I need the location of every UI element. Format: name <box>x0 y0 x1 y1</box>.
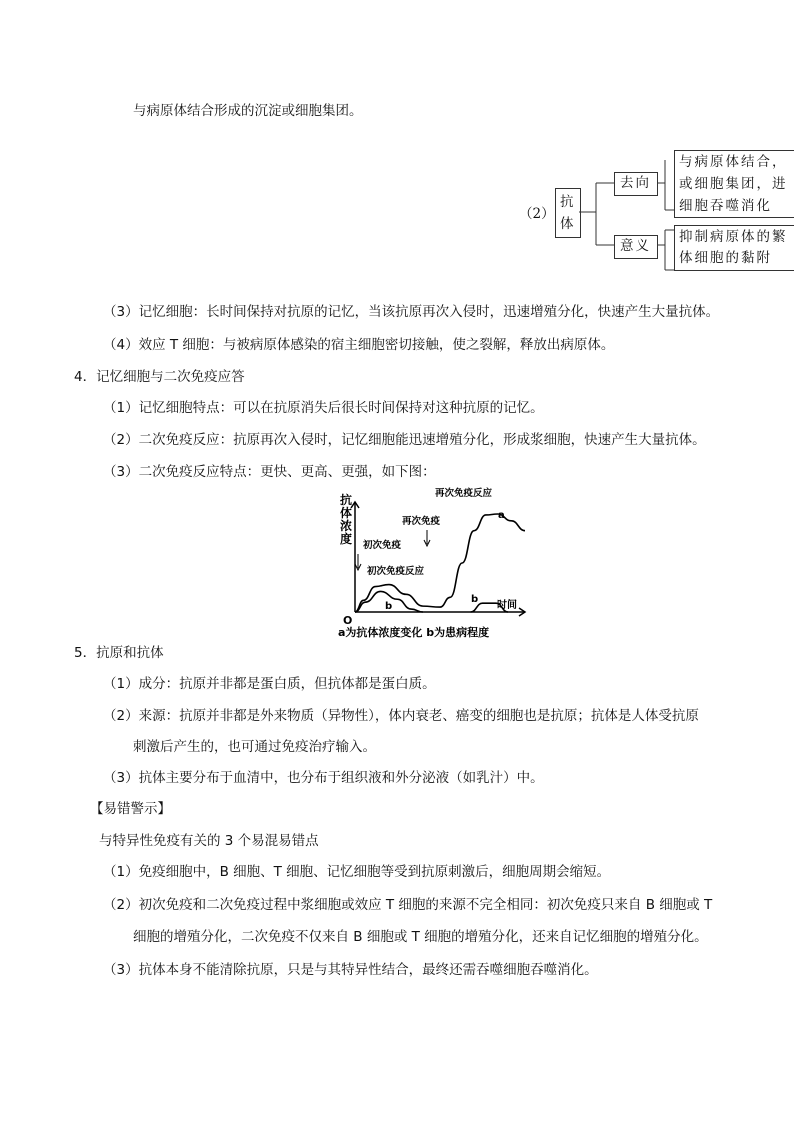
diagram-leaf2-line2: 体细胞的黏附 <box>679 250 772 266</box>
y-axis-label-char: 度 <box>340 532 353 546</box>
immune-response-chart <box>330 484 530 644</box>
diagram-leaf1-line3: 细胞吞噬消化 <box>679 198 772 214</box>
diagram-root-char1: 抗 <box>560 194 576 210</box>
series-label-a: a <box>498 510 505 521</box>
text-line: （3）记忆细胞：长时间保持对抗原的记忆，当该抗原再次入侵时，迅速增殖分化，快速产生大量抗体。 <box>103 304 720 320</box>
text-line: （2）来源：抗原并非都是外来物质（异物性），体内衰老、癌变的细胞也是抗原；抗体是人体受抗原 <box>103 708 699 724</box>
diagram-branch2: 意义 <box>620 238 651 254</box>
series-a <box>355 514 525 612</box>
y-axis-label-char: 浓 <box>340 519 353 533</box>
diagram-leaf2-line1: 抑制病原体的繁 <box>679 229 788 245</box>
y-axis-label-char: 体 <box>340 506 353 520</box>
text-line: 细胞的增殖分化，二次免疫不仅来自 B 细胞或 T 细胞的增殖分化，还来自记忆细胞的增殖分化。 <box>133 929 708 945</box>
text-line: （2）二次免疫反应：抗原再次入侵时，记忆细胞能迅速增殖分化，形成浆细胞，快速产生大量抗体。 <box>103 432 706 448</box>
warning-intro: 与特异性免疫有关的 3 个易混易错点 <box>99 833 319 849</box>
text-line: （4）效应 T 细胞：与被病原体感染的宿主细胞密切接触，使之裂解，释放出病原体。 <box>103 337 615 353</box>
text-line: 与病原体结合形成的沉淀或细胞集团。 <box>133 103 363 119</box>
diagram-root-char2: 体 <box>560 216 576 232</box>
annotation-second-response: 再次免疫反应 <box>435 488 493 499</box>
text-line: （3）抗体本身不能清除抗原，只是与其特异性结合，最终还需吞噬细胞吞噬消化。 <box>103 962 598 978</box>
text-line: （3）二次免疫反应特点：更快、更高、更强，如下图： <box>103 464 436 480</box>
diagram-leaf1-line1: 与病原体结合， <box>679 154 788 170</box>
section-heading-4: 4．记忆细胞与二次免疫应答 <box>74 369 245 385</box>
text-line: （1）记忆细胞特点：可以在抗原消失后很长时间保持对这种抗原的记忆。 <box>103 400 544 416</box>
chart-caption: a为抗体浓度变化 b为患病程度 <box>338 626 490 639</box>
text-line: （1）成分：抗原并非都是蛋白质，但抗体都是蛋白质。 <box>103 676 436 692</box>
text-line: （2）初次免疫和二次免疫过程中浆细胞或效应 T 细胞的来源不完全相同：初次免疫只来自 B 细胞或 T <box>103 897 713 913</box>
diagram-leaf1-line2: 或细胞集团，进 <box>679 176 788 192</box>
warning-title: 【易错警示】 <box>90 801 171 817</box>
text-line: （1）免疫细胞中，B 细胞、T 细胞、记忆细胞等受到抗原刺激后，细胞周期会缩短。 <box>103 864 611 880</box>
text-line: 刺激后产生的，也可通过免疫治疗输入。 <box>133 739 376 755</box>
series-label-b2: b <box>471 594 479 605</box>
annotation-initial-response: 初次免疫反应 <box>367 566 425 577</box>
series-label-b1: b <box>385 601 393 612</box>
text-line: （3）抗体主要分布于血清中，也分布于组织液和外分泌液（如乳汁）中。 <box>103 770 544 786</box>
annotation-initial-immune: 初次免疫 <box>363 540 402 551</box>
section-heading-5: 5．抗原和抗体 <box>74 645 164 661</box>
origin-label: O <box>343 614 353 627</box>
diagram-branch1: 去向 <box>620 175 651 191</box>
x-axis-label: 时间 <box>497 600 517 611</box>
annotation-second-immune: 再次免疫 <box>402 516 441 527</box>
diagram-number: （2） <box>519 206 555 222</box>
y-axis-label-char: 抗 <box>340 493 353 507</box>
